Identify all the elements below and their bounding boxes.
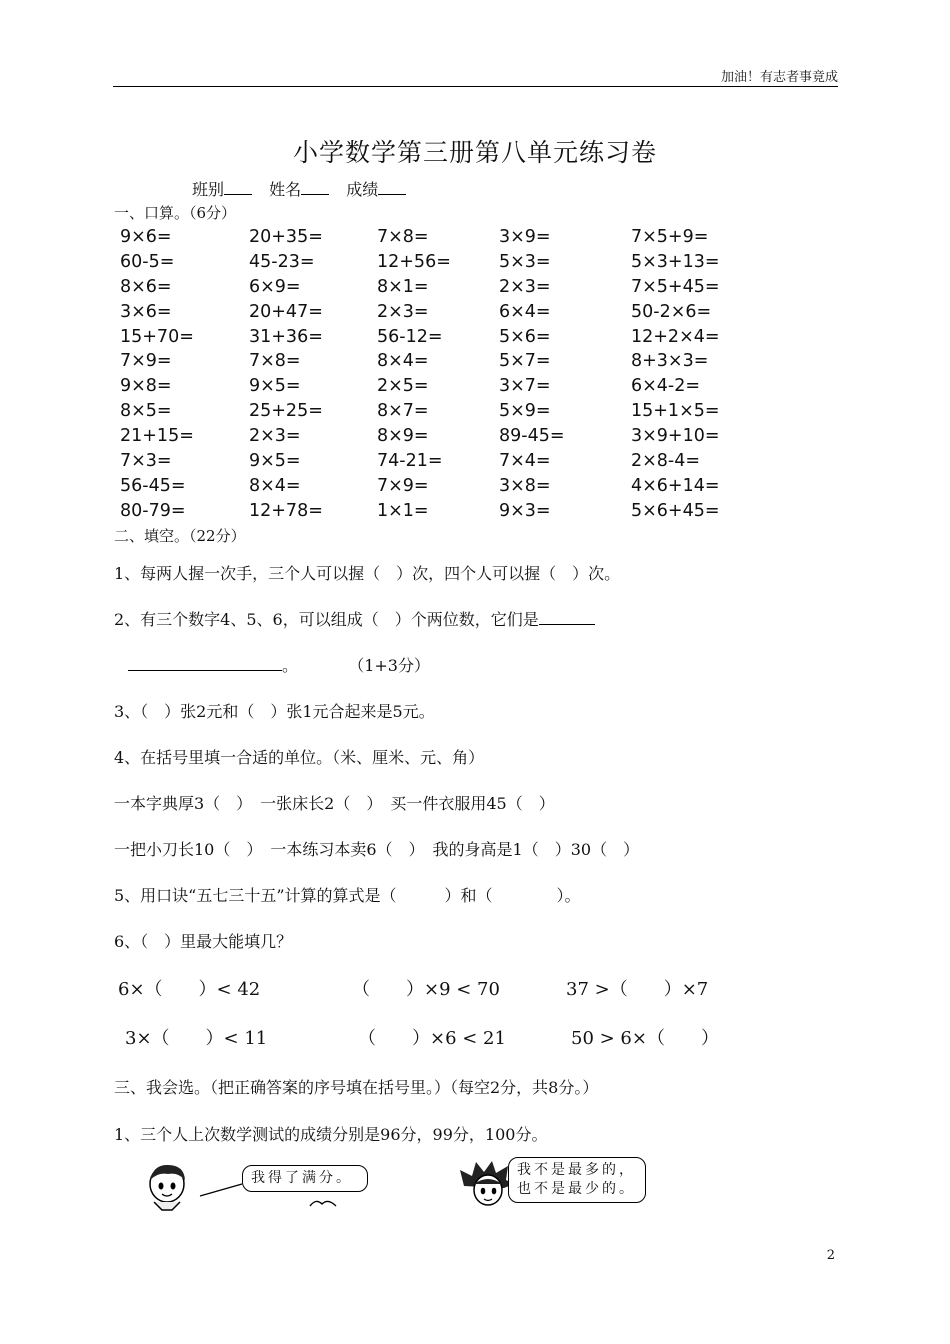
calc-item: 2×8-4=: [631, 451, 701, 472]
calc-item: 89-45=: [499, 426, 565, 447]
calc-item: 3×7=: [499, 376, 551, 397]
question-3-1: 1、三个人上次数学测试的成绩分别是96分，99分，100分。: [114, 1125, 548, 1144]
question-2-4-line2: 一把小刀长10（ ） 一本练习本卖6（ ） 我的身高是1（ ）30（ ）: [114, 840, 640, 859]
calc-item: 6×4-2=: [631, 376, 701, 397]
calc-item: 8×9=: [377, 426, 429, 447]
question-2-4-line1: 一本字典厚3（ ） 一张床长2（ ） 买一件衣服用45（ ）: [114, 794, 555, 813]
calc-item: 8×7=: [377, 401, 429, 422]
score-blank[interactable]: [378, 194, 406, 195]
calc-item: 2×3=: [377, 301, 429, 322]
calc-item: 45-23=: [249, 251, 315, 272]
mental-math-grid: [120, 227, 741, 526]
calc-item: 3×9+10=: [631, 426, 720, 447]
calc-item: 3×6=: [120, 301, 172, 322]
calc-item: 9×8=: [120, 376, 172, 397]
inequality-1: 6×（ ）< 42: [118, 979, 261, 1000]
calc-row: [120, 252, 741, 277]
hand-drawing-icon: [306, 1196, 340, 1210]
calc-item: 8+3×3=: [631, 351, 709, 372]
calc-item: 6×9=: [249, 276, 301, 297]
name-label: 姓名: [269, 180, 302, 199]
speech-bubble-1: 我得了满分。: [242, 1165, 368, 1192]
calc-item: 8×4=: [249, 475, 301, 496]
calc-row: [120, 501, 741, 526]
question-2-2: [114, 607, 595, 630]
score-label: 成绩: [346, 180, 379, 199]
section2-heading: 二、填空。（22分）: [114, 527, 246, 545]
calc-item: 8×6=: [120, 276, 172, 297]
calc-item: 9×3=: [499, 500, 551, 521]
class-blank[interactable]: [224, 194, 252, 195]
calc-item: 9×5=: [249, 451, 301, 472]
calc-row: [120, 277, 741, 302]
calc-row: [120, 401, 741, 426]
page-number: 2: [826, 1248, 835, 1263]
calc-item: 7×8=: [249, 351, 301, 372]
calc-item: 5×9=: [499, 401, 551, 422]
calc-item: 12+2×4=: [631, 326, 720, 347]
calc-item: 7×8=: [377, 227, 429, 247]
answer-blank-long[interactable]: [128, 656, 282, 671]
calc-item: 80-79=: [120, 500, 186, 521]
calc-item: 9×6=: [120, 227, 172, 247]
calc-item: 56-45=: [120, 475, 186, 496]
calc-row: [120, 351, 741, 376]
question-2-2-text: 2、有三个数字4、5、6，可以组成（ ）个两位数，它们是: [114, 610, 539, 629]
calc-row: [120, 451, 741, 476]
calc-row: [120, 426, 741, 451]
calc-item: 8×1=: [377, 276, 429, 297]
calc-item: 12+78=: [249, 500, 323, 521]
question-2-5: 5、用口诀“五七三十五”计算的算式是（ ）和（ ）。: [114, 886, 581, 905]
question-2-3: 3、（ ）张2元和（ ）张1元合起来是5元。: [114, 702, 435, 721]
calc-item: 9×5=: [249, 376, 301, 397]
calc-item: 2×3=: [499, 276, 551, 297]
calc-item: 20+47=: [249, 301, 323, 322]
calc-item: 7×5+45=: [631, 276, 720, 297]
student-info-line: [192, 177, 418, 200]
calc-item: 3×9=: [499, 227, 551, 247]
calc-item: 5×6+45=: [631, 500, 720, 521]
question-2-6: 6、（ ）里最大能填几？: [114, 932, 293, 951]
calc-item: 7×3=: [120, 451, 172, 472]
calc-item: 4×6+14=: [631, 475, 720, 496]
calc-item: 74-21=: [377, 451, 443, 472]
calc-item: 1×1=: [377, 500, 429, 521]
speech-bubble-2: 我不是最多的，也不是最少的。: [508, 1157, 646, 1203]
answer-blank[interactable]: [539, 610, 595, 625]
class-label: 班别: [192, 180, 225, 199]
calc-item: 12+56=: [377, 251, 451, 272]
question-2-2-points: （1+3分）: [348, 656, 430, 675]
name-blank[interactable]: [301, 194, 329, 195]
calc-row: [120, 476, 741, 501]
question-2-4: 4、在括号里填一合适的单位。（米、厘米、元、角）: [114, 748, 485, 767]
calc-item: 25+25=: [249, 401, 323, 422]
header-rule: [113, 86, 838, 87]
calc-item: 6×4=: [499, 301, 551, 322]
calc-item: 5×6=: [499, 326, 551, 347]
inequality-3: 37 >（ ）×7: [566, 979, 709, 1000]
calc-item: 56-12=: [377, 326, 443, 347]
header-motto: 加油！有志者事竟成: [720, 70, 838, 85]
calc-item: 15+1×5=: [631, 401, 720, 422]
calc-item: 7×9=: [377, 475, 429, 496]
calc-row: [120, 302, 741, 327]
calc-item: 60-5=: [120, 251, 175, 272]
boy-cartoon-icon: [140, 1160, 196, 1212]
inequality-4: 3×（ ）< 11: [125, 1028, 268, 1049]
calc-item: 31+36=: [249, 326, 323, 347]
calc-item: 8×4=: [377, 351, 429, 372]
section3-heading: 三、我会选。（把正确答案的序号填在括号里。）（每空2分，共8分。）: [114, 1078, 599, 1097]
calc-item: 2×3=: [249, 426, 301, 447]
calc-item: 7×4=: [499, 451, 551, 472]
calc-item: 21+15=: [120, 426, 194, 447]
inequality-5: （ ）×6 < 21: [358, 1028, 506, 1049]
calc-row: [120, 376, 741, 401]
inequality-2: （ ）×9 < 70: [352, 979, 500, 1000]
calc-row: [120, 327, 741, 352]
inequality-6: 50 > 6×（ ）: [571, 1028, 719, 1049]
calc-item: 8×5=: [120, 401, 172, 422]
calc-item: 50-2×6=: [631, 301, 712, 322]
calc-item: 5×7=: [499, 351, 551, 372]
calc-item: 7×5+9=: [631, 227, 709, 247]
calc-item: 3×8=: [499, 475, 551, 496]
calc-item: 15+70=: [120, 326, 194, 347]
page-title: 小学数学第三册第八单元练习卷: [292, 138, 657, 167]
calc-row: [120, 227, 741, 252]
calc-item: 5×3=: [499, 251, 551, 272]
calc-item: 20+35=: [249, 227, 323, 247]
calc-item: 7×9=: [120, 351, 172, 372]
calc-item: 5×3+13=: [631, 251, 720, 272]
question-2-2-end: 。: [282, 656, 299, 675]
question-2-1: 1、每两人握一次手，三个人可以握（ ）次，四个人可以握（ ）次。: [114, 564, 621, 583]
section1-heading: 一、口算。（6分）: [114, 204, 237, 222]
speech-pointer-1: [198, 1180, 244, 1200]
calc-item: 2×5=: [377, 376, 429, 397]
question-2-2-continued: [128, 653, 430, 676]
